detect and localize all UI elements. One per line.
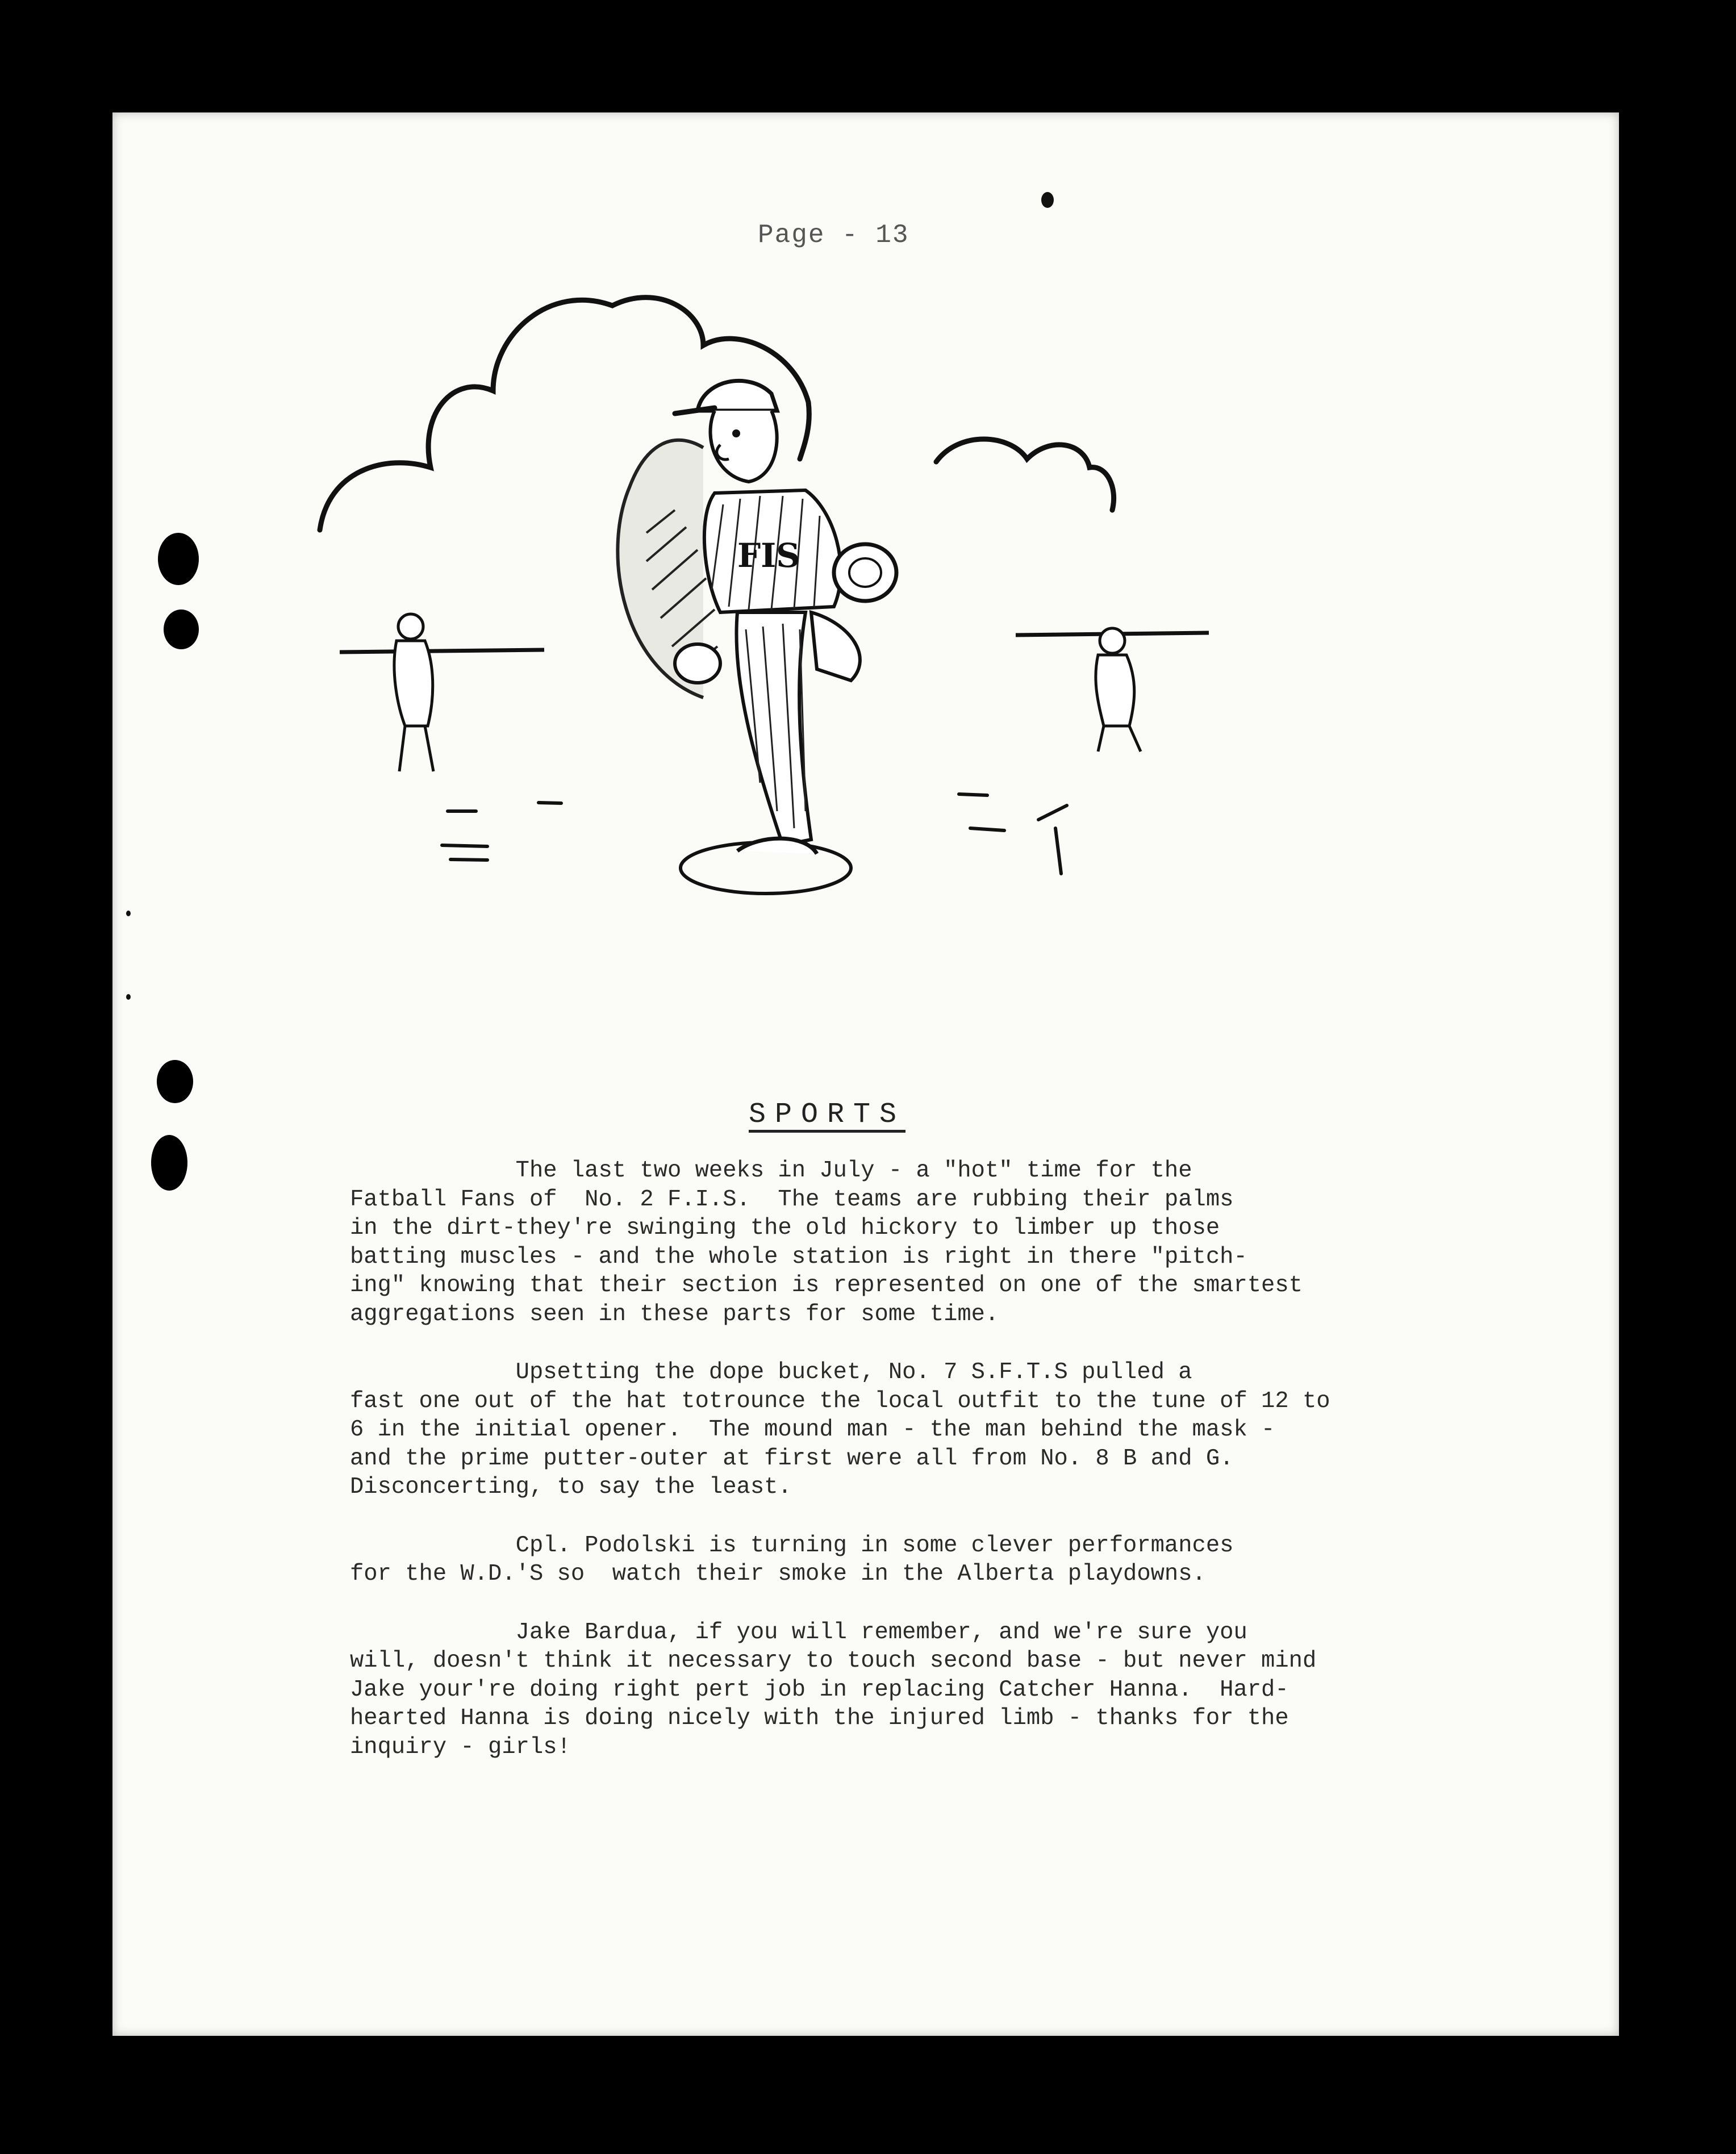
text-line: fast one out of the hat totrounce the local outfit to the tune of 12 to [350, 1388, 1330, 1414]
article-heading: SPORTS [749, 1099, 906, 1131]
text-line: aggregations seen in these parts for some time. [350, 1301, 999, 1328]
text-line: Jake your're doing right pert job in replacing Catcher Hanna. Hard- [350, 1676, 1289, 1703]
text-line: Jake Bardua, if you will remember, and we're sure you [350, 1619, 1247, 1646]
baseball-pitcher-illustration [306, 272, 1260, 1067]
text-line: The last two weeks in July - a "hot" time for the [350, 1158, 1192, 1184]
text-line: hearted Hanna is doing nicely with the injured limb - thanks for the [350, 1705, 1289, 1731]
text-line: Cpl. Podolski is turning in some clever performances [350, 1532, 1234, 1559]
punch-hole [151, 1135, 187, 1191]
punch-hole [164, 610, 199, 649]
pitcher-eye [732, 429, 740, 437]
text-line: Disconcerting, to say the least. [350, 1474, 792, 1500]
baseball-glove [834, 544, 896, 601]
cartoon-drawing [306, 272, 1260, 1067]
page-number: Page - 13 [758, 220, 909, 250]
right-fielder-figure [1096, 628, 1141, 752]
text-line: inquiry - girls! [350, 1734, 571, 1760]
scan-speck [1041, 192, 1054, 208]
text-line: and the prime putter-outer at first were all from No. 8 B and G. [350, 1445, 1234, 1472]
ground-marks [442, 794, 1067, 874]
document-page [112, 112, 1619, 2036]
article-paragraph [350, 1358, 1497, 1502]
article-paragraph [350, 1531, 1497, 1589]
text-line: batting muscles - and the whole station is right in there "pitch- [350, 1243, 1247, 1270]
cloud-outline-right [936, 439, 1114, 510]
pitching-hand [675, 644, 720, 683]
article-paragraph [350, 1618, 1497, 1762]
text-line: ing" knowing that their section is represented on one of the smartest [350, 1272, 1303, 1299]
text-line: 6 in the initial opener. The mound man - the man behind the mask - [350, 1417, 1275, 1443]
punch-hole [158, 533, 199, 585]
article-paragraph [350, 1157, 1497, 1329]
scan-speck [126, 911, 131, 916]
text-line: for the W.D.'S so watch their smoke in the Alberta playdowns. [350, 1561, 1206, 1587]
scan-speck [126, 994, 131, 1000]
left-fielder-figure [394, 614, 433, 771]
sports-article [350, 1157, 1497, 1791]
punch-hole [157, 1060, 193, 1103]
text-line: Fatball Fans of No. 2 F.I.S. The teams are rubbing their palms [350, 1186, 1234, 1213]
pitcher-leg-raised [811, 612, 860, 681]
text-line: Upsetting the dope bucket, No. 7 S.F.T.S pulled a [350, 1359, 1192, 1385]
text-line: in the dirt-they're swinging the old hickory to limber up those [350, 1215, 1220, 1241]
jersey-lettering: FIS [737, 536, 800, 575]
horizon-line-left [340, 650, 544, 652]
text-line: will, doesn't think it necessary to touch second base - but never mind [350, 1648, 1317, 1674]
